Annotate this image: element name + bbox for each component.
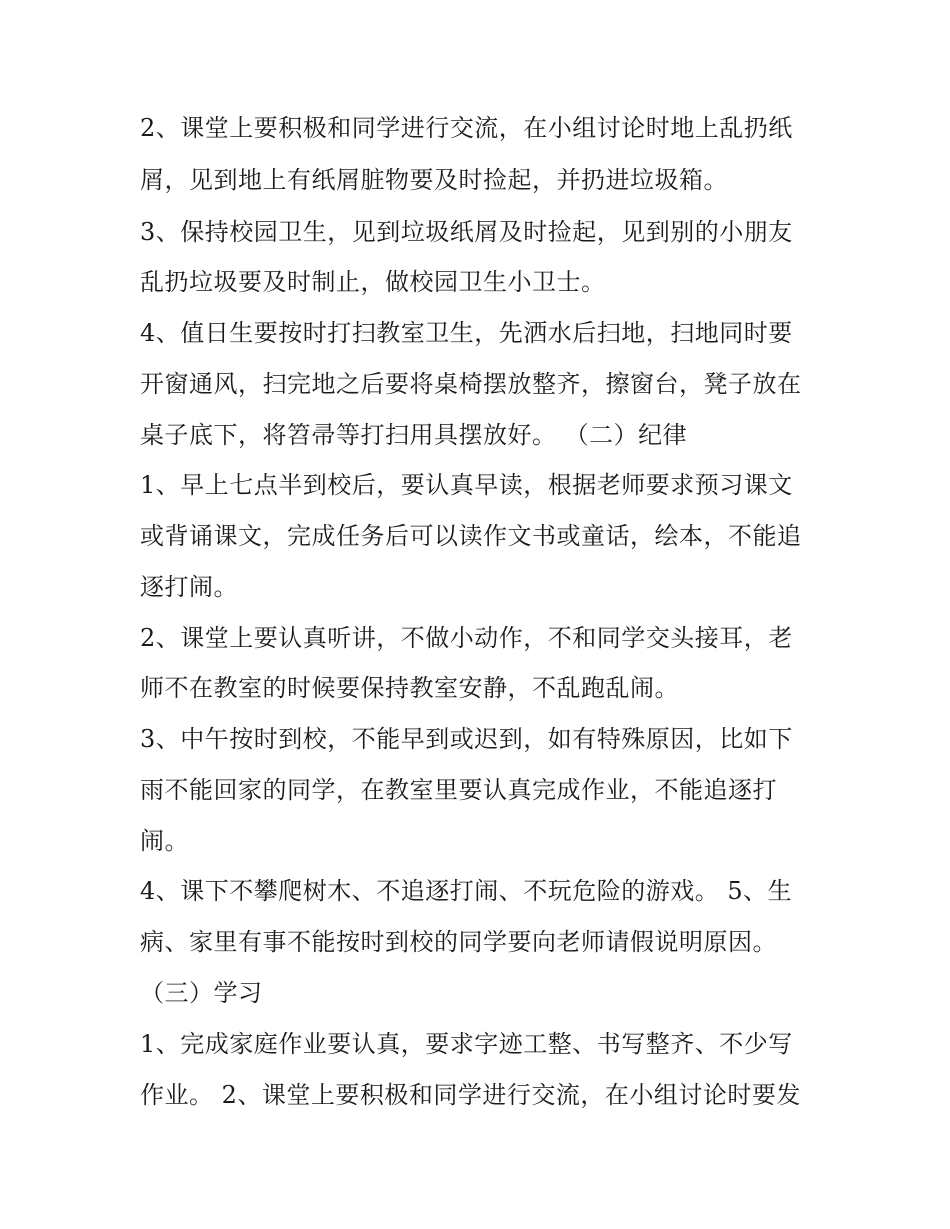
text-line: 4、课下不攀爬树木、不追逐打闹、不玩危险的游戏。 5、生 [140,877,793,905]
text-line: 病、家里有事不能按时到校的同学要向老师请假说明原因。 [140,928,777,956]
text-line: 或背诵课文，完成任务后可以读作文书或童话，绘本，不能追 [140,522,802,550]
text-line: 雨不能回家的同学，在教室里要认真完成作业，不能追逐打 [140,776,777,804]
text-line: 作业。 2、课堂上要积极和同学进行交流，在小组讨论时要发 [140,1081,801,1109]
text-line: 开窗通风，扫完地之后要将桌椅摆放整齐，擦窗台，凳子放在 [140,370,802,398]
text-line: 师不在教室的时候要保持教室安静，不乱跑乱闹。 [140,674,679,702]
text-line: 屑，见到地上有纸屑脏物要及时捡起，并扔进垃圾箱。 [140,166,728,194]
text-line: 3、保持校园卫生，见到垃圾纸屑及时捡起，见到别的小朋友 [140,218,793,246]
text-line: 逐打闹。 [140,573,238,601]
text-line: 2、课堂上要认真听讲，不做小动作，不和同学交头接耳，老 [140,624,793,652]
text-line: 1、完成家庭作业要认真，要求字迹工整、书写整齐、不少写 [140,1030,793,1058]
text-line: 1、早上七点半到校后，要认真早读，根据老师要求预习课文 [140,471,793,499]
section-heading: （三）学习 [140,979,263,1007]
text-line: 2、课堂上要积极和同学进行交流，在小组讨论时地上乱扔纸 [140,114,793,142]
text-line: 4、值日生要按时打扫教室卫生，先洒水后扫地，扫地同时要 [140,319,793,347]
text-line: 桌子底下，将笤帚等打扫用具摆放好。 （二）纪律 [140,421,688,449]
text-line: 3、中午按时到校，不能早到或迟到，如有特殊原因，比如下 [140,725,793,753]
text-line: 乱扔垃圾要及时制止，做校园卫生小卫士。 [140,268,606,296]
text-line: 闹。 [140,827,189,855]
